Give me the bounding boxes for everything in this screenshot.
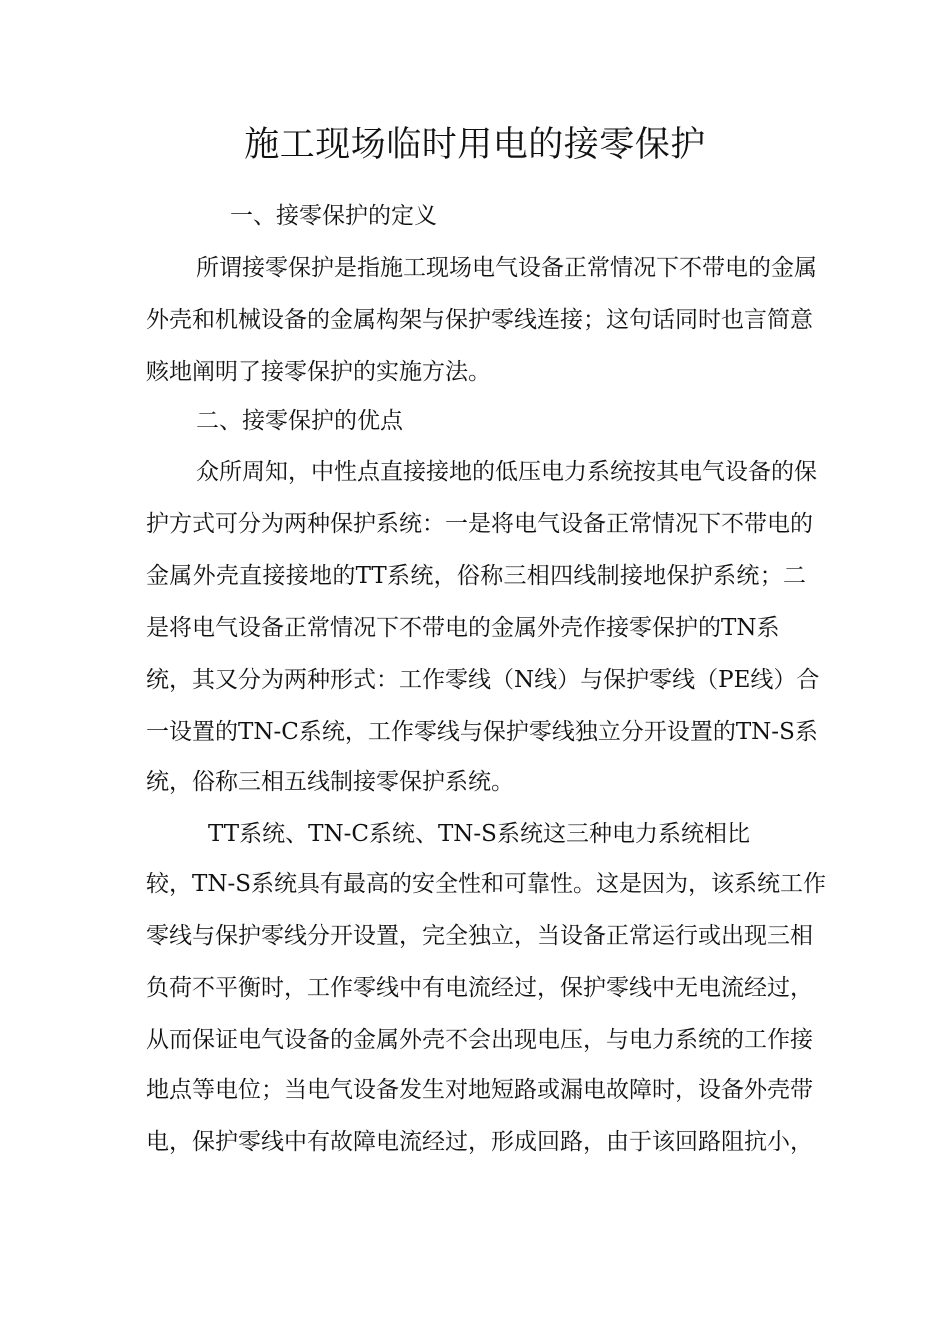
paragraph-line: 统，其又分为两种形式：工作零线（N线）与保护零线（PE线）合 <box>146 667 820 693</box>
paragraph-line: 零线与保护零线分开设置，完全独立，当设备正常运行或出现三相 <box>146 923 813 949</box>
paragraph-line: 负荷不平衡时，工作零线中有电流经过，保护零线中无电流经过， <box>146 975 813 1001</box>
page-title: 施工现场临时用电的接零保护 <box>244 125 706 165</box>
paragraph-line: 所谓接零保护是指施工现场电气设备正常情况下不带电的金属 <box>196 255 817 281</box>
paragraph-line: 赅地阐明了接零保护的实施方法。 <box>146 359 491 385</box>
paragraph-line: 一设置的TN-C系统，工作零线与保护零线独立分开设置的TN-S系 <box>146 719 818 745</box>
paragraph-line: 众所周知，中性点直接接地的低压电力系统按其电气设备的保 <box>196 459 817 485</box>
paragraph-line: 外壳和机械设备的金属构架与保护零线连接；这句话同时也言简意 <box>146 307 813 333</box>
paragraph-line: 护方式可分为两种保护系统：一是将电气设备正常情况下不带电的 <box>146 511 813 537</box>
paragraph-line: 较，TN-S系统具有最高的安全性和可靠性。这是因为，该系统工作 <box>146 871 826 897</box>
paragraph-line: 地点等电位；当电气设备发生对地短路或漏电故障时，设备外壳带 <box>146 1077 813 1103</box>
paragraph-line: 统，俗称三相五线制接零保护系统。 <box>146 769 514 795</box>
paragraph-line: 从而保证电气设备的金属外壳不会出现电压，与电力系统的工作接 <box>146 1027 813 1053</box>
section-heading-definition: 一、接零保护的定义 <box>230 203 437 229</box>
paragraph-line: TT系统、TN-C系统、TN-S系统这三种电力系统相比 <box>208 821 750 847</box>
paragraph-line: 电，保护零线中有故障电流经过，形成回路，由于该回路阻抗小， <box>146 1129 813 1155</box>
section-heading-advantages: 二、接零保护的优点 <box>196 408 403 434</box>
paragraph-line: 金属外壳直接接地的TT系统，俗称三相四线制接地保护系统；二 <box>146 563 806 589</box>
paragraph-line: 是将电气设备正常情况下不带电的金属外壳作接零保护的TN系 <box>146 615 780 641</box>
